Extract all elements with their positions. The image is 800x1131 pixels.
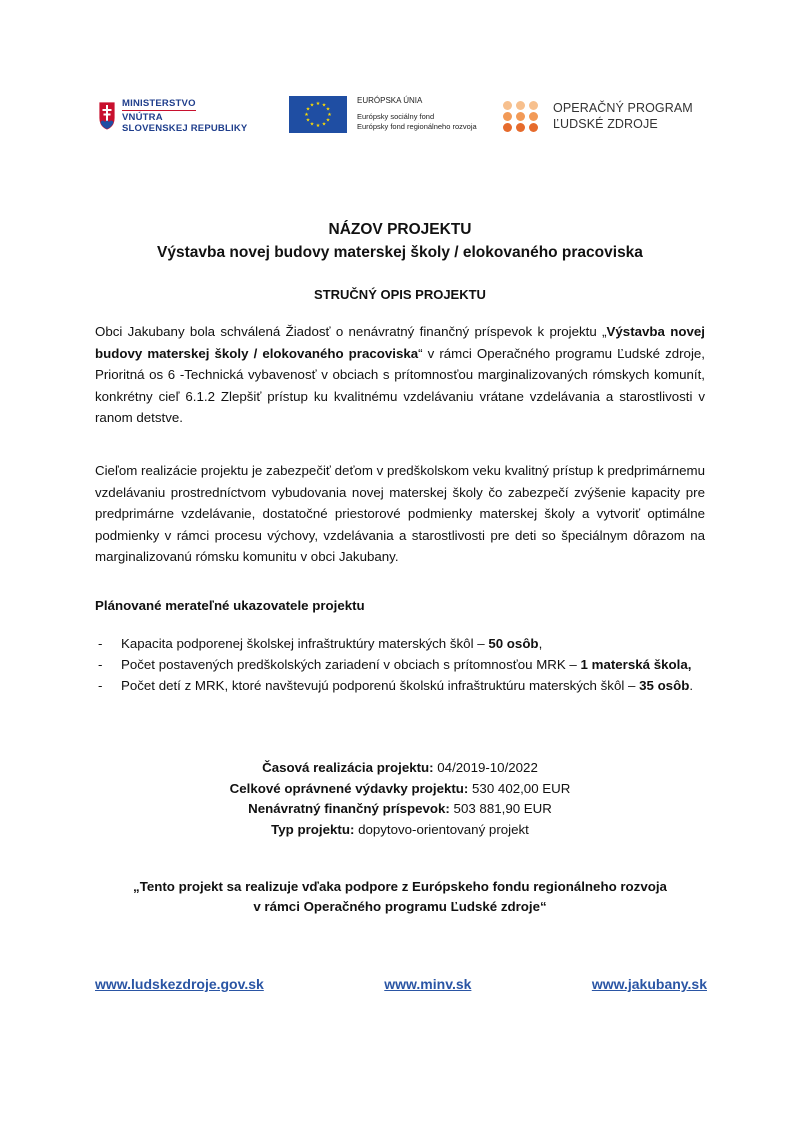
indicator-value: 35 osôb: [639, 678, 690, 693]
ministry-line1: MINISTERSTVO: [122, 98, 196, 109]
list-dash: -: [98, 636, 103, 651]
project-name: Výstavba novej budovy materskej školy / elokovaného pracoviska: [157, 244, 643, 261]
svg-text:★: ★: [315, 123, 321, 129]
p1-text-start: Obci Jakubany bola schválená Žiadosť o nenávratný finančný príspevok k projektu „: [95, 324, 607, 339]
svg-text:★: ★: [304, 112, 309, 118]
eu-line1: Európsky sociálny fond: [357, 112, 435, 121]
eu-flag-icon: [289, 96, 347, 133]
ministry-logo: [98, 96, 247, 136]
svg-text:★: ★: [315, 101, 321, 107]
svg-text:★: ★: [305, 106, 311, 113]
indicator-text: Počet detí z MRK, ktoré navštevujú podporenú školskú infraštruktúru materských škôl –: [121, 678, 640, 693]
indicator-value: 50 osôb: [488, 636, 539, 651]
indicator-text: Kapacita podporenej školskej infraštruktúry materských škôl –: [121, 636, 489, 651]
section-heading: STRUČNÝ OPIS PROJEKTU: [314, 287, 486, 302]
svg-text:★: ★: [321, 102, 327, 109]
indicator-tail: .: [689, 678, 694, 693]
slovak-coat-of-arms-icon: [98, 101, 116, 131]
project-goal-paragraph: Cieľom realizácie projektu je zabezpečiť deťom v predškolskom veku kvalitný prístup k predprimárnemu vzdelávaniu prostredníctvom vybudovania novej materskej školy čo zabezpečí zvýšenie kapacity pre predprimárne vzdelávanie, dostatočné priestorové podmienky materskej školy a vytvoriť optimálne podmienky v rámci procesu výchovy, vzdelávania a starostlivosti pre deti so špeciálnym dôrazom na marginalizovanú rómsku komunitu v obci Jakubany.: [95, 463, 705, 565]
link-ludskezdroje[interactable]: www.ludskezdroje.gov.sk: [95, 976, 264, 992]
svg-text:★: ★: [309, 102, 315, 109]
eu-heading: EURÓPSKA ÚNIA: [357, 96, 423, 105]
summary-value: 503 881,90 EUR: [449, 801, 552, 816]
summary-duration: [0, 758, 800, 779]
link-minv[interactable]: www.minv.sk: [384, 976, 472, 992]
indicator-item: [95, 633, 710, 654]
op-logo: [503, 96, 693, 136]
summary-label: Nenávratný finančný príspevok:: [248, 801, 450, 816]
indicators-title: Plánované merateľné ukazovatele projektu: [95, 598, 365, 613]
indicator-item: [95, 654, 710, 675]
orange-dots-grid-icon: [503, 101, 539, 132]
footer-links: [95, 976, 707, 992]
svg-text:★: ★: [321, 121, 327, 128]
svg-text:★: ★: [325, 117, 331, 124]
indicator-tail: ,: [538, 636, 543, 651]
svg-text:★: ★: [309, 121, 315, 128]
project-description-paragraph: [95, 321, 705, 429]
summary-grant: [0, 799, 800, 820]
eu-line2: Európsky fond regionálneho rozvoja: [357, 122, 477, 131]
summary-value: 530 402,00 EUR: [468, 780, 571, 796]
indicator-item: [95, 675, 710, 696]
funding-statement-line2: v rámci Operačného programu Ľudské zdroje“: [253, 899, 547, 914]
op-line2: ĽUDSKÉ ZDROJE: [553, 117, 658, 131]
indicators-list: [95, 633, 710, 696]
summary-eligible-costs: [0, 779, 800, 800]
ministry-line3: SLOVENSKEJ REPUBLIKY: [122, 123, 248, 134]
list-dash: -: [98, 657, 103, 672]
summary-project-type: [0, 820, 800, 841]
link-jakubany[interactable]: www.jakubany.sk: [591, 976, 707, 992]
p1-text-end: “ v rámci Operačného programu Ľudské zdroje, Prioritná os 6 -Technická vybavenosť v obciach s prítomnosťou marginalizovaných rómskych komunít, konkrétny cieľ 6.1.2 Zlepšiť prístup ku kvalitnému vzdelávaniu vrátane vzdelávania a starostlivosti v ranom detstve.: [95, 345, 705, 426]
p1-project-name-bold: Výstavba novej budovy materskej školy / elokovaného pracoviska: [95, 324, 705, 361]
summary-value: dopytovo-orientovaný projekt: [354, 821, 529, 837]
svg-text:★: ★: [327, 112, 332, 118]
project-title-block: [0, 218, 800, 264]
funding-statement: [0, 877, 800, 917]
funding-statement-line1: „Tento projekt sa realizuje vďaka podpore z Európskeho fondu regionálneho rozvoja: [133, 879, 667, 894]
eu-logo: [289, 96, 477, 136]
svg-text:★: ★: [325, 106, 331, 113]
summary-label: Typ projektu:: [271, 821, 355, 837]
summary-label: Celkové oprávnené výdavky projektu:: [229, 780, 469, 796]
ministry-line2: VNÚTRA: [122, 112, 163, 123]
summary-value: 04/2019-10/2022: [433, 760, 538, 775]
op-line1: OPERAČNÝ PROGRAM: [553, 101, 693, 115]
indicator-text: Počet postavených predškolských zariadení v obciach s prítomnosťou MRK –: [121, 657, 581, 672]
project-summary: [0, 758, 800, 840]
logos-header: [0, 96, 800, 140]
summary-label: Časová realizácia projektu:: [262, 760, 434, 775]
project-label: NÁZOV PROJEKTU: [328, 221, 472, 238]
svg-text:★: ★: [305, 117, 311, 124]
indicator-value: 1 materská škola,: [580, 657, 692, 672]
list-dash: -: [98, 678, 103, 693]
